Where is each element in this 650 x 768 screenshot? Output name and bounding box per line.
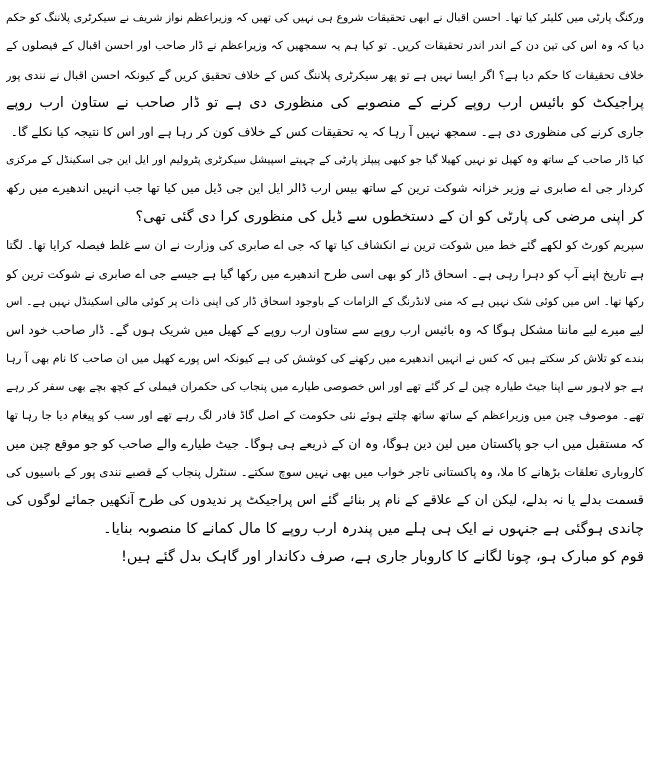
text-line: ہے تاریخ اپنے آپ کو دہرا رہی ہے۔ اسحاق ڈار کو بھی اسی طرح اندھیرے میں رکھا گیا ہے جیسے جی اے صابری نے شوکت ترین کو [6,266,644,281]
text-line: کر اپنی مرضی کی پارٹی کو ان کے دستخطوں سے ڈیل کی منظوری کرا دی گئی تھی؟ [135,208,644,225]
text-line: تھے۔ موصوف چین میں وزیراعظم کے ساتھ ساتھ چلتے ہوئے نئی حکومت کے اصل گاڈ فادر لگ رہے تھے اور سب کو پیغام دیا جا رہا تھا [6,408,644,423]
text-line: ہے جو لاہور سے اپنا جیٹ طیارہ چین لے کر گئے تھے اور اس خصوصی طیارے میں پنجاب کی حکمران فیملی کے کچھ بچے بھی سفر کر رہے [6,380,644,394]
paragraph-1 [6,4,644,146]
text-line: قوم کو مبارک ہو، چونا لگانے کا کاروبار جاری ہے، صرف دکاندار اور گاہک بدل گئے ہیں! [121,549,644,566]
text-line: قسمت بدلے یا نہ بدلے، لیکن ان کے علاقے کے نام پر بنائے گئے اس پراجیکٹ پر ندیدوں کی طرح آنکھیں جمائے لوگوں کی [6,492,644,508]
text-line: کہ مستقبل میں اب جو پاکستان میں لین دین ہوگا، وہ ان کے ذریعے ہی ہوگا۔ جیٹ طیارے والے صاحب کو جو موقع چین میں [6,435,644,451]
text-line: ورکنگ پارٹی میں کلیئر کیا تھا۔ احسن اقبال نے ابھی تحقیقات شروع ہی نہیں کی تھیں کہ وزیراعظم نواز شریف نے سیکرٹری پلاننگ کو حکم [6,11,644,24]
paragraph-2 [6,146,644,231]
text-line: رکھا تھا۔ اس میں کوئی شک نہیں ہے کہ منی لانڈرنگ کے الزامات کے باوجود اسحاق ڈار کی اپنی ذات پر کوئی مالی اسکینڈل نہیں ہے۔ اس [6,294,644,308]
text-line: پراجیکٹ کو بائیس ارب روپے کرنے کے منصوبے کی منظوری دی ہے تو ڈار صاحب نے ستاون ارب روپے [6,95,644,112]
text-line: خلاف تحقیقات کا حکم دیا ہے؟ اگر ایسا نہیں ہے تو پھر سیکرٹری پلاننگ کس کے خلاف تحقیق کریں گے کیونکہ احسن اقبال نے نندی پور [6,67,644,82]
paragraph-4 [6,543,644,571]
text-line: چاندی ہوگئی ہے جنہوں نے ایک ہی ہلے میں پندرہ ارب روپے کا مال کمانے کا منصوبہ بنایا۔ [103,521,644,538]
text-line: کیا ڈار صاحب کے ساتھ وہ کھیل تو نہیں کھیلا گیا جو کبھی پیپلز پارٹی کے چہیتے اسپیشل سیکرٹری پٹرولیم اور ایل این جی اسکینڈل کے مرکزی [6,152,644,166]
text-line: لیے میرے لیے ماننا مشکل ہوگا کہ وہ بائیس ارب روپے سے ستاون ارب روپے کے کھیل میں شریک ہوں گے۔ ڈار صاحب خود اس [6,323,644,338]
text-line: دیا کہ وہ اس کی تین دن کے اندر اندر تحقیقات کریں۔ تو کیا ہم یہ سمجھیں کہ وزیراعظم نے ڈار صاحب اور احسن اقبال کے فیصلوں کے [6,39,644,53]
text-line: کاروباری تعلقات بڑھانے کا ملا، وہ پاکستانی تاجر خواب میں بھی نہیں سوچ سکتے۔ سنٹرل پنجاب کے قصبے نندی پور کے باسیوں کی [6,465,644,480]
paragraph-3 [6,231,644,543]
text-line: کردار جی اے صابری نے وزیر خزانہ شوکت ترین کے ساتھ بیس ارب ڈالر ایل این جی ڈیل میں کیا تھا جب انہیں اندھیرے میں رکھ [6,181,644,196]
text-line: بندے کو تلاش کر سکتے ہیں کہ کس نے انہیں اندھیرے میں رکھنے کی کوشش کی ہے کیونکہ اس پورے کھیل میں ان صاحب کا نام بھی آ رہا [6,351,644,365]
text-line: جاری کرنے کی منظوری دی ہے۔ سمجھ نہیں آ رہا کہ یہ تحقیقات کس کے خلاف کون کر رہا ہے اور اس کا نتیجہ کیا نکلے گا۔ [10,124,644,139]
text-line: سپریم کورٹ کو لکھے گئے خط میں شوکت ترین نے انکشاف کیا تھا کہ جی اے صابری کی وزارت نے ان سے غلط فیصلہ کرایا تھا۔ لگتا [6,238,644,253]
